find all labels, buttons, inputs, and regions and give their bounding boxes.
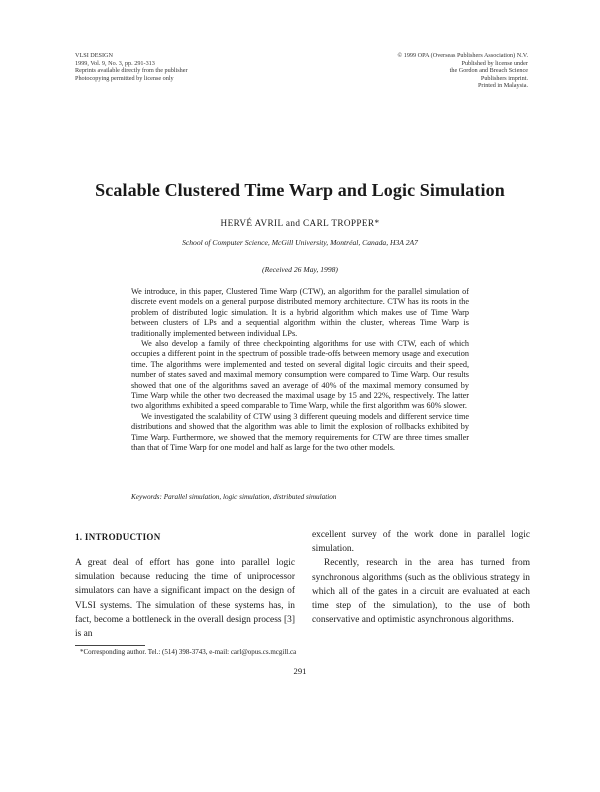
page-number: 291 xyxy=(293,666,307,676)
header-left-line: Reprints available directly from the publisher xyxy=(75,67,188,75)
left-column xyxy=(75,556,295,641)
journal-header-left xyxy=(75,52,305,82)
header-left-line: Photocopying permitted by license only xyxy=(75,74,174,82)
header-right-line: the Gordon and Breach Science xyxy=(449,67,528,75)
abstract-paragraph: We also develop a family of three checkpointing algorithms for use with CTW, each of which occupies a different point in the spectrum of possible trade-offs between memory usage and execution time. The algorithms were implemented and tested on several digital logic circuits and their speed, number of states saved and maximal memory consumption were compared to Time Warp. Our results showed that one of the algorithms saved an average of 40% of the maximal memory consumed by Time Warp while the other two decreased the maximal usage by 15 and 22%, respectively. The latter two algorithms exhibited a speed comparable to Time Warp, while the first algorithm was 60% slower. xyxy=(131,339,469,411)
keywords-text: Parallel simulation, logic simulation, distributed simulation xyxy=(163,493,337,501)
section-heading: 1. INTRODUCTION xyxy=(75,532,161,542)
header-right-line: © 1999 OPA (Overseas Publishers Association) N.V. xyxy=(397,52,528,59)
paper-authors: HERVÉ AVRIL and CARL TROPPER* xyxy=(220,218,380,228)
body-paragraph: excellent survey of the work done in parallel logic simulation. xyxy=(312,530,530,555)
journal-header-right xyxy=(298,52,528,90)
keywords xyxy=(131,493,469,501)
header-right-line: Published by license under xyxy=(461,59,528,67)
header-right-line: Printed in Malaysia. xyxy=(477,82,528,90)
received-date: (Received 26 May, 1998) xyxy=(262,265,338,274)
abstract-paragraph: We introduce, in this paper, Clustered Time Warp (CTW), an algorithm for the parallel simulation of discrete event models on a general purpose distributed memory architecture. CTW has its roots in the problem of distributed logic simulation. It is a hybrid algorithm which makes use of Time Warp between clusters of LPs and a sequential algorithm within the cluster, whereas Time Warp is traditionally implemented between individual LPs. xyxy=(131,287,469,338)
body-paragraph: Recently, research in the area has turned from synchronous algorithms (such as the oblivious strategy in which all of the gates in a circuit are evaluated at each time step of the simulation), to the use of both conservative and optimistic asynchronous algorithms. xyxy=(312,558,530,626)
footnote-divider xyxy=(75,645,145,646)
abstract-paragraph: We investigated the scalability of CTW using 3 different queuing models and different service time distributions and showed that the algorithm was able to limit the explosion of rollbacks exhibited by Time Warp. Furthermore, we showed that the memory requirements for CTW are three times smaller than that of Time Warp for one model and half as large for the two other models. xyxy=(131,411,469,453)
header-left-line: VLSI DESIGN xyxy=(75,52,113,59)
header-left-line: 1999, Vol. 9, No. 3, pp. 291-313 xyxy=(75,59,155,67)
footnote: *Corresponding author. Tel.: (514) 398-3743, e-mail: carl@opus.cs.mcgill.ca xyxy=(80,648,297,656)
paper-title: Scalable Clustered Time Warp and Logic Simulation xyxy=(95,180,505,200)
keywords-label: Keywords: xyxy=(131,493,162,501)
author-affiliation: School of Computer Science, McGill University, Montréal, Canada, H3A 2A7 xyxy=(182,238,418,247)
body-paragraph: A great deal of effort has gone into parallel logic simulation because reducing the time of uniprocessor simulators can have a significant impact on the design of VLSI systems. The simulation of these systems has, in fact, become a bottleneck in the overall design process [3] is an xyxy=(75,558,295,640)
abstract xyxy=(131,287,469,454)
right-column xyxy=(312,528,530,627)
header-right-line: Publishers imprint. xyxy=(480,74,528,82)
